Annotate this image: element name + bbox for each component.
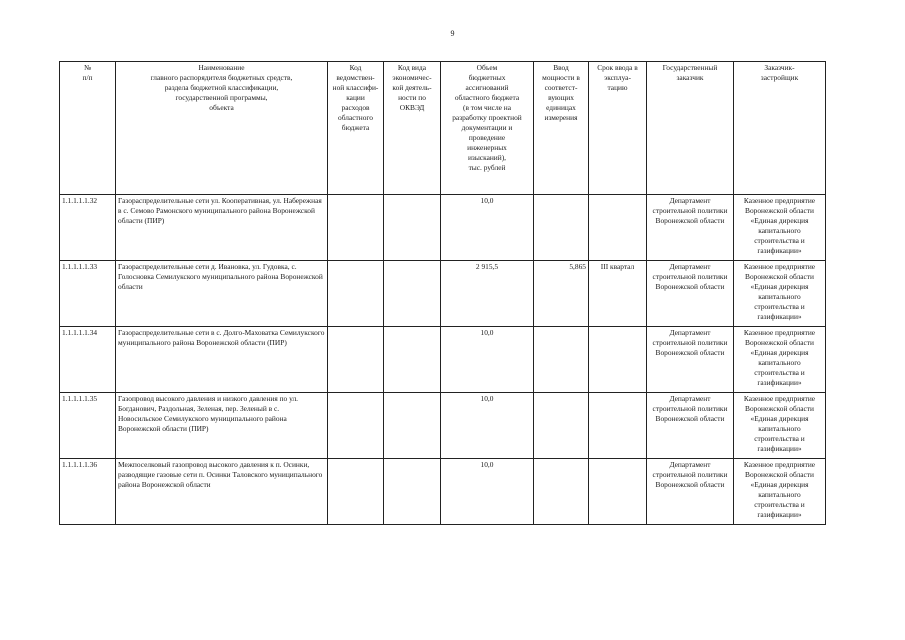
cell-developer: Казенное предприятие Воронежской области «Единая дирекция капитального строительства и газификации»: [734, 327, 826, 393]
cell-term: [589, 327, 647, 393]
header-name: Наименование главного распорядителя бюджетных средств, раздела бюджетной классификации, государственной программы, объекта: [116, 62, 328, 195]
cell-num: 1.1.1.1.1.33: [60, 261, 116, 327]
cell-capacity: [534, 393, 589, 459]
cell-capacity: [534, 195, 589, 261]
table-row: [60, 261, 826, 327]
cell-volume: 10,0: [441, 393, 534, 459]
cell-name: Межпоселковый газопровод высокого давления к п. Осинки, разводящие газовые сети п. Осинки Таловского муниципального района Воронежской области: [116, 459, 328, 525]
cell-customer: Департамент строительной политики Воронежской области: [647, 459, 734, 525]
cell-code: [328, 459, 384, 525]
header-capacity: Ввод мощности в соответст- вующих единицах измерения: [534, 62, 589, 195]
header-developer: Заказчик- застройщик: [734, 62, 826, 195]
cell-capacity: 5,865: [534, 261, 589, 327]
cell-volume: 10,0: [441, 459, 534, 525]
budget-table: [59, 61, 826, 525]
cell-num: 1.1.1.1.1.35: [60, 393, 116, 459]
cell-code: [328, 195, 384, 261]
header-volume: Объем бюджетных ассигнований областного бюджета (в том числе на разработку проектной документации и проведение инженерных изысканий), тыс. рублей: [441, 62, 534, 195]
cell-customer: Департамент строительной политики Воронежской области: [647, 261, 734, 327]
cell-developer: Казенное предприятие Воронежской области «Единая дирекция капитального строительства и газификации»: [734, 195, 826, 261]
cell-okved: [384, 195, 441, 261]
cell-name: Газораспределительные сети д. Ивановка, ул. Гудовка, с. Голосновка Семилукского муниципального района Воронежской области: [116, 261, 328, 327]
cell-okved: [384, 459, 441, 525]
cell-capacity: [534, 459, 589, 525]
cell-term: III квартал: [589, 261, 647, 327]
cell-developer: Казенное предприятие Воронежской области «Единая дирекция капитального строительства и газификации»: [734, 393, 826, 459]
table-row: [60, 393, 826, 459]
cell-num: 1.1.1.1.1.34: [60, 327, 116, 393]
cell-capacity: [534, 327, 589, 393]
table-row: [60, 459, 826, 525]
cell-customer: Департамент строительной политики Воронежской области: [647, 393, 734, 459]
cell-okved: [384, 327, 441, 393]
header-row: [60, 62, 826, 195]
cell-okved: [384, 393, 441, 459]
cell-code: [328, 327, 384, 393]
cell-term: [589, 393, 647, 459]
cell-volume: 10,0: [441, 327, 534, 393]
cell-term: [589, 195, 647, 261]
header-customer: Государственный заказчик: [647, 62, 734, 195]
cell-term: [589, 459, 647, 525]
cell-developer: Казенное предприятие Воронежской области «Единая дирекция капитального строительства и газификации»: [734, 459, 826, 525]
cell-developer: Казенное предприятие Воронежской области «Единая дирекция капитального строительства и газификации»: [734, 261, 826, 327]
cell-name: Газопровод высокого давления и низкого давления по ул. Богданович, Раздольная, Зеленая, пер. Зеленый в с. Новосильское Семилукского муниципального района Воронежской области (ПИР): [116, 393, 328, 459]
header-num: № п/п: [60, 62, 116, 195]
table-row: [60, 195, 826, 261]
cell-volume: 2 915,5: [441, 261, 534, 327]
table-row: [60, 327, 826, 393]
header-okved: Код вида экономичес- кой деятель- ности по ОКВЭД: [384, 62, 441, 195]
cell-code: [328, 261, 384, 327]
cell-code: [328, 393, 384, 459]
cell-name: Газораспределительные сети ул. Кооперативная, ул. Набережная в с. Семово Рамонского муниципального района Воронежской области (ПИР): [116, 195, 328, 261]
cell-name: Газораспределительные сети в с. Долго-Маховатка Семилукского муниципального района Воронежской области (ПИР): [116, 327, 328, 393]
header-term: Срок ввода в эксплуа- тацию: [589, 62, 647, 195]
cell-volume: 10,0: [441, 195, 534, 261]
cell-customer: Департамент строительной политики Воронежской области: [647, 195, 734, 261]
cell-okved: [384, 261, 441, 327]
cell-customer: Департамент строительной политики Воронежской области: [647, 327, 734, 393]
header-code: Код ведомствен- ной классифи- кации расходов областного бюджета: [328, 62, 384, 195]
cell-num: 1.1.1.1.1.32: [60, 195, 116, 261]
cell-num: 1.1.1.1.1.36: [60, 459, 116, 525]
page-number: 9: [450, 29, 455, 38]
